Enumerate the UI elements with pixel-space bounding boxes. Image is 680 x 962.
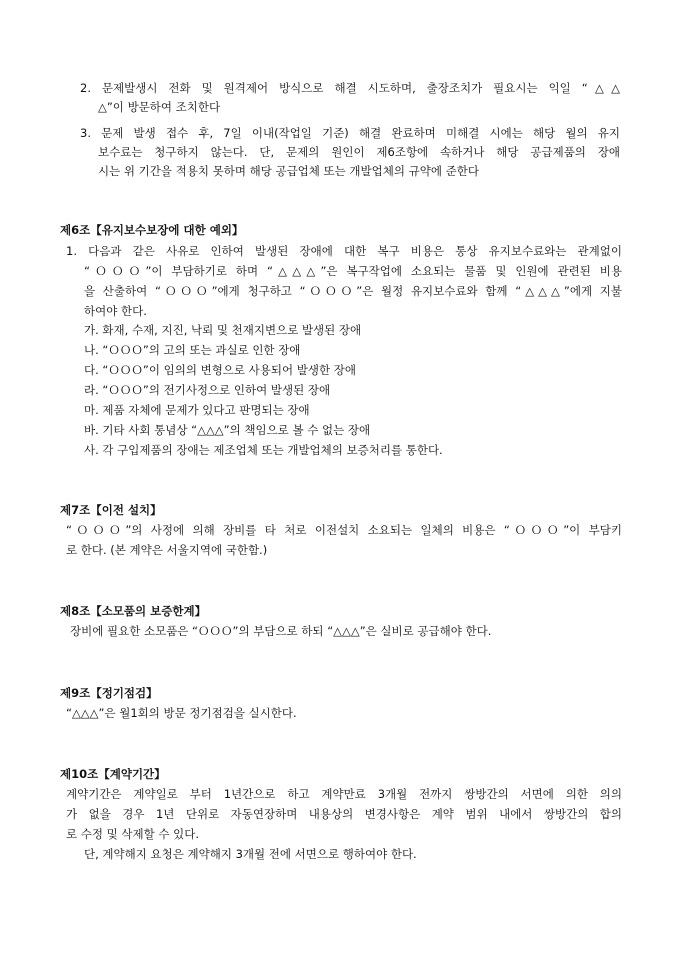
article-10-line-3: 로 수정 및 삭제할 수 있다.	[66, 827, 200, 841]
list-item-3-line-3: 시는 위 기간을 적용치 못하며 해당 공급업체 또는 개발업체의 규약에 준한다	[98, 164, 479, 178]
article-6-item-1-line-2: “ＯＯＯ”이 부담하기로 하며 “△△△”은 복구작업에 소요되는 물품 및 인원에 관련된 비용	[84, 264, 622, 278]
article-7-line-1: “ＯＯＯ”의 사정에 의해 장비를 타 처로 이전설치 소요되는 일체의 비용은 “ＯＯＯ”이 부담키	[66, 523, 622, 537]
article-6-subitem: 다. “ＯＯＯ”이 임의의 변형으로 사용되어 발생한 장애	[84, 363, 356, 377]
article-10-line-4: 단, 계약해지 요청은 계약해지 3개월 전에 서면으로 행하여야 한다.	[84, 847, 417, 861]
list-item-3-line-1: 3. 문제 발생 접수 후, 7일 이내(작업일 기준) 해결 완료하며 미해결 시에는 해당 월의 유지	[80, 126, 620, 140]
article-6-subitem: 사. 각 구입제품의 장애는 제조업체 또는 개발업체의 보증처리를 통한다.	[84, 443, 443, 457]
article-8-heading: 제8조【소모품의 보증한계】	[60, 604, 207, 618]
article-6-item-1-line-3: 을 산출하여 “ＯＯＯ”에게 청구하고 “ＯＯＯ”은 월정 유지보수료와 함께 “△△△”에게 지불	[84, 284, 622, 298]
article-6-item-1-line-4: 하여야 한다.	[84, 304, 147, 318]
article-6-subitem: 라. “ＯＯＯ”의 전기사정으로 인하여 발생된 장애	[84, 383, 331, 397]
article-10-line-1: 계약기간은 계약일로 부터 1년간으로 하고 계약만료 3개월 전까지 쌍방간의 서면에 의한 의의	[66, 787, 622, 801]
list-item-2-line-2: △”이 방문하여 조치한다	[98, 100, 221, 114]
article-6-heading: 제6조【유지보수보장에 대한 예외】	[60, 223, 244, 237]
article-6-subitem: 나. “ＯＯＯ”의 고의 또는 과실로 인한 장애	[84, 343, 301, 357]
article-6-subitem: 바. 기타 사회 통념상 “△△△”의 책임으로 볼 수 없는 장애	[84, 423, 371, 437]
article-6-subitem: 마. 제품 자체에 문제가 있다고 판명되는 장애	[84, 403, 310, 417]
list-item-3-line-2: 보수료는 청구하지 않는다. 단, 문제의 원인이 제6조항에 속하거나 해당 공급제품의 장애	[98, 145, 620, 159]
article-10-line-2: 가 없을 경우 1년 단위로 자동연장하며 내용상의 변경사항은 계약 범위 내에서 쌍방간의 합의	[66, 807, 622, 821]
article-6-subitem: 가. 화재, 수재, 지진, 낙뢰 및 천재지변으로 발생된 장애	[84, 323, 362, 337]
article-7-heading: 제7조【이전 설치】	[60, 503, 162, 517]
article-7-line-2: 로 한다. (본 계약은 서울지역에 국한함.)	[66, 543, 268, 557]
article-8-line-1: 장비에 필요한 소모품은 “ＯＯＯ”의 부담으로 하되 “△△△”은 실비로 공급해야 한다.	[70, 624, 492, 638]
article-9-line-1: “△△△”은 월1회의 방문 정기점검을 실시한다.	[66, 706, 297, 720]
article-10-heading: 제10조【계약기간】	[60, 767, 166, 781]
article-9-heading: 제9조【정기점검】	[60, 686, 158, 700]
list-item-2-line-1: 2. 문제발생시 전화 및 원격제어 방식으로 해결 시도하며, 출장조치가 필요시는 익일 “△△	[80, 81, 620, 95]
article-6-item-1-line-1: 1. 다음과 같은 사유로 인하여 발생된 장애에 대한 복구 비용은 통상 유지보수료와는 관계없이	[66, 244, 622, 258]
